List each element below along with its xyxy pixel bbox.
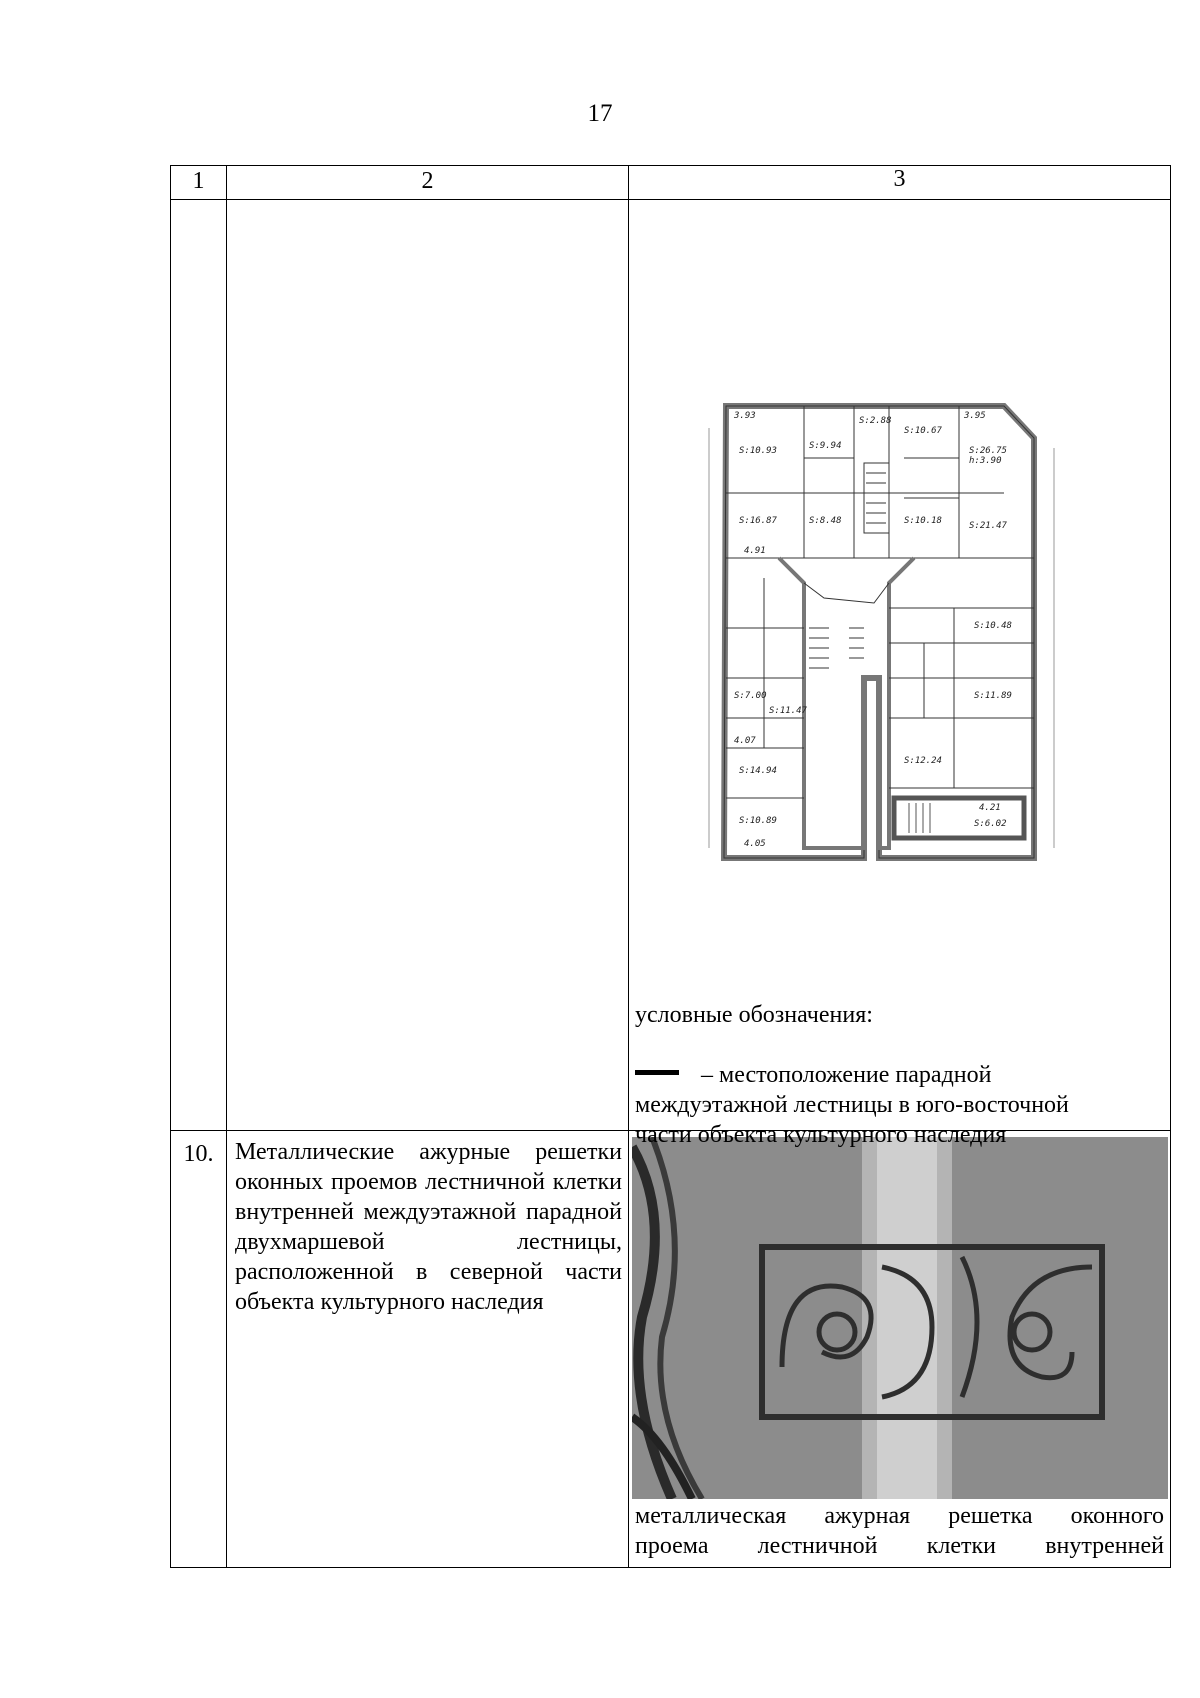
plan-label: h:3.90 bbox=[969, 456, 1002, 466]
plan-label: S:11.89 bbox=[974, 691, 1012, 701]
plan-label: S:14.94 bbox=[739, 766, 777, 776]
caption-line-2: проема лестничной клетки внутренней bbox=[635, 1533, 1164, 1559]
header-col-2: 2 bbox=[227, 166, 629, 200]
plan-label: S:11.47 bbox=[769, 706, 807, 716]
table-row bbox=[171, 1131, 1171, 1568]
plan-label: 4.07 bbox=[734, 736, 756, 746]
caption-line-1: металлическая ажурная решетка оконного bbox=[635, 1503, 1164, 1529]
legend-dash: – bbox=[701, 1062, 713, 1088]
plan-label: S:21.47 bbox=[969, 521, 1007, 531]
legend-title: условные обозначения: bbox=[635, 1002, 873, 1028]
plan-label: S:10.48 bbox=[974, 621, 1012, 631]
plan-label: S:8.48 bbox=[809, 516, 842, 526]
plan-label: S:9.94 bbox=[809, 441, 842, 451]
row-number-cell bbox=[171, 200, 227, 1131]
plan-label: S:12.24 bbox=[904, 756, 942, 766]
legend-line-2: междуэтажной лестницы в юго-восточной bbox=[635, 1092, 1069, 1118]
plan-label: 4.21 bbox=[979, 803, 1001, 813]
plan-label: 3.95 bbox=[964, 411, 986, 421]
plan-label: S:10.67 bbox=[904, 426, 942, 436]
plan-legend bbox=[635, 1000, 1163, 1150]
legend-text-1: местоположение парадной bbox=[719, 1062, 992, 1088]
header-col-3: 3 bbox=[629, 166, 1171, 200]
plan-label: S:10.18 bbox=[904, 516, 942, 526]
page-number: 17 bbox=[587, 100, 613, 127]
row-description-cell bbox=[227, 200, 629, 1131]
window-grille-photo bbox=[632, 1137, 1168, 1499]
row-description-text: Металлические ажурные решетки оконных проемов лестничной клетки внутренней междуэтажной парадной двухмаршевой лестницы, расположенной в северной части объекта культурного наследия bbox=[235, 1139, 622, 1315]
legend-mark-line bbox=[635, 1070, 679, 1075]
floor-plan-drawing bbox=[704, 378, 1084, 923]
plan-label: 4.05 bbox=[744, 839, 766, 849]
document-table bbox=[170, 165, 1171, 1568]
plan-label: 4.91 bbox=[744, 546, 766, 556]
plan-label: S:26.75 bbox=[969, 446, 1007, 456]
legend-line-3: части объекта культурного наследия bbox=[635, 1122, 1007, 1148]
row-description-cell bbox=[227, 1131, 629, 1568]
plan-label: S:7.00 bbox=[734, 691, 767, 701]
plan-label: S:16.87 bbox=[739, 516, 777, 526]
table-row bbox=[171, 200, 1171, 1131]
row-number-cell: 10. bbox=[171, 1131, 227, 1568]
plan-label: S:2.88 bbox=[859, 416, 892, 426]
row-illustration-cell bbox=[629, 200, 1171, 1148]
plan-label: S:10.93 bbox=[739, 446, 777, 456]
table-header-row bbox=[171, 166, 1171, 200]
plan-label: S:10.89 bbox=[739, 816, 777, 826]
row-illustration-cell bbox=[629, 1131, 1171, 1568]
plan-label: S:6.02 bbox=[974, 819, 1007, 829]
header-col-1: 1 bbox=[171, 166, 227, 200]
plan-label: 3.93 bbox=[734, 411, 756, 421]
highlighted-staircase bbox=[894, 798, 1024, 838]
photo-caption bbox=[629, 1499, 1170, 1561]
legend-line-1 bbox=[635, 1060, 1163, 1090]
